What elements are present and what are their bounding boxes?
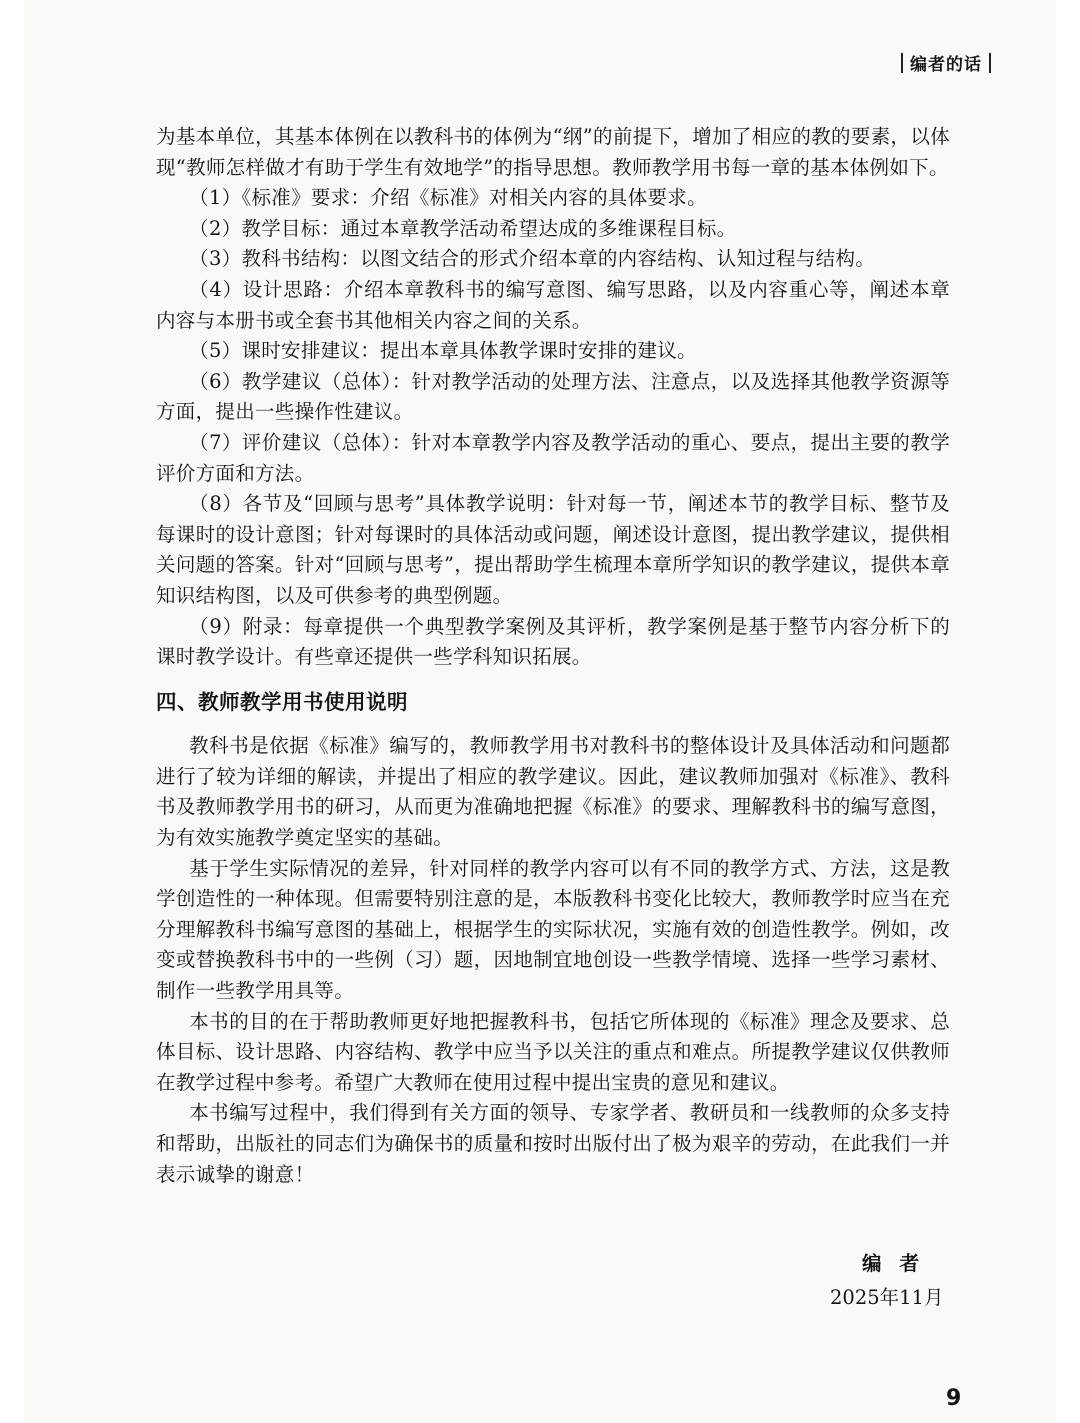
list-item: （7）评价建议（总体）：针对本章教学内容及教学活动的重心、要点，提出主要的教学评价方面和方法。 xyxy=(156,430,950,485)
section-heading: 四、教师教学用书使用说明 xyxy=(156,689,408,714)
list-item: （3）教科书结构：以图文结合的形式介绍本章的内容结构、认知过程与结构。 xyxy=(189,247,876,271)
signature-block xyxy=(830,1248,970,1310)
list-item: （2）教学目标：通过本章教学活动希望达成的多维课程目标。 xyxy=(189,216,737,240)
intro-paragraph: 为基本单位，其基本体例在以教科书的体例为“纲”的前提下，增加了相应的教的要素，以体现“教师怎样做才有助于学生有效地学”的指导思想。教师教学用书每一章的基本体例如下。 xyxy=(156,125,950,179)
header-section-title: 编者的话 xyxy=(910,55,982,75)
body-paragraph: 基于学生实际情况的差异，针对同样的教学内容可以有不同的教学方式、方法，这是教学创造性的一种体现。但需要特别注意的是，本版教科书变化比较大，教师教学时应当在充分理解教科书编写意图的基础上，根据学生的实际状况，实施有效的创造性教学。例如，改变或替换教科书中的一些例（习）题，因地制宜地创设一些教学情境、选择一些学习素材、制作一些教学用具等。 xyxy=(156,856,950,1003)
list-item: （4）设计思路：介绍本章教科书的编写意图、编写思路，以及内容重心等，阐述本章内容与本册书或全套书其他相关内容之间的关系。 xyxy=(156,277,950,332)
signature-date: 2025年11月 xyxy=(830,1286,944,1309)
running-header xyxy=(894,50,998,75)
header-divider-left xyxy=(901,53,903,73)
page-body xyxy=(156,122,950,1190)
list-item: （6）教学建议（总体）：针对教学活动的处理方法、注意点，以及选择其他教学资源等方面，提出一些操作性建议。 xyxy=(156,369,950,424)
signature-author: 编者 xyxy=(862,1252,938,1275)
body-paragraph: 本书的目的在于帮助教师更好地把握教科书，包括它所体现的《标准》理念及要求、总体目标、设计思路、内容结构、教学中应当予以关注的重点和难点。所提教学建议仅供教师在教学过程中参考。希望广大教师在使用过程中提出宝贵的意见和建议。 xyxy=(156,1009,950,1094)
body-paragraph: 教科书是依据《标准》编写的，教师教学用书对教科书的整体设计及具体活动和问题都进行了较为详细的解读，并提出了相应的教学建议。因此，建议教师加强对《标准》、教科书及教师教学用书的研习，从而更为准确地把握《标准》的要求、理解教科书的编写意图，为有效实施教学奠定坚实的基础。 xyxy=(156,734,950,850)
body-paragraph: 本书编写过程中，我们得到有关方面的领导、专家学者、教研员和一线教师的众多支持和帮助，出版社的同志们为确保书的质量和按时出版付出了极为艰辛的劳动，在此我们一并表示诚挚的谢意！ xyxy=(156,1101,950,1186)
list-item: （8）各节及“回顾与思考”具体教学说明：针对每一节，阐述本节的教学目标、整节及每课时的设计意图；针对每课时的具体活动或问题，阐述设计意图，提出教学建议，提供相关问题的答案。针对“回顾与思考”，提出帮助学生梳理本章所学知识的教学建议，提供本章知识结构图，以及可供参考的典型例题。 xyxy=(156,492,950,607)
list-item: （1）《标准》要求：介绍《标准》对相关内容的具体要求。 xyxy=(189,186,707,210)
list-item: （9）附录：每章提供一个典型教学案例及其评析，教学案例是基于整节内容分析下的课时教学设计。有些章还提供一些学科知识拓展。 xyxy=(156,614,950,669)
list-item: （5）课时安排建议：提出本章具体教学课时安排的建议。 xyxy=(189,339,697,363)
header-divider-right xyxy=(989,53,991,73)
page-number: 9 xyxy=(946,1386,962,1411)
